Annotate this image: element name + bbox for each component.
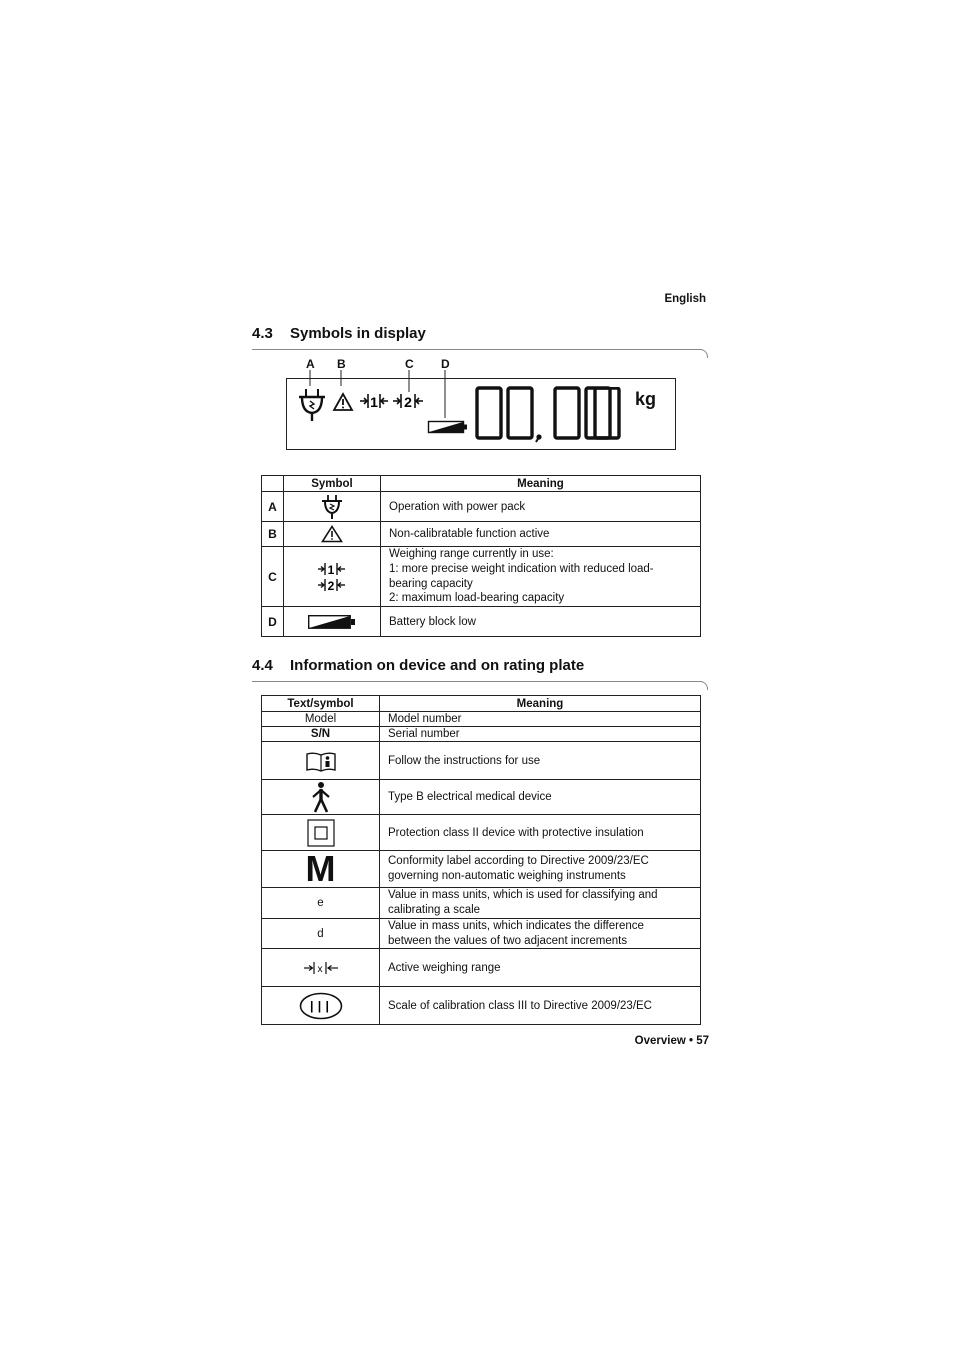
- warning-triangle-icon: [321, 525, 343, 543]
- display-symbols-table: [261, 475, 701, 637]
- range-label-2: 2: [327, 578, 335, 593]
- conformity-m-icon: M: [262, 851, 380, 888]
- display-marker-d: D: [441, 357, 450, 371]
- table-row: [262, 888, 701, 919]
- display-unit: kg: [635, 389, 657, 409]
- calibration-class-label: III: [308, 997, 333, 1017]
- meaning-cell: Type B electrical medical device: [380, 780, 701, 815]
- table-row: [262, 712, 701, 727]
- table-row: [262, 742, 701, 780]
- table-row: [262, 949, 701, 987]
- table-row: [262, 851, 701, 888]
- warning-triangle-icon: [332, 392, 354, 412]
- instructions-book-icon: [305, 750, 337, 772]
- weighing-range-icon: [317, 561, 347, 593]
- page-footer: Overview • 57: [634, 1035, 709, 1047]
- display-marker-a: A: [306, 357, 315, 371]
- header-text-symbol: Text/symbol: [262, 696, 380, 712]
- battery-low-icon: [427, 420, 469, 434]
- meaning-cell: Protection class II device with protective insulation: [380, 815, 701, 851]
- protection-class-ii-icon: [307, 819, 335, 847]
- table-row: [262, 727, 701, 742]
- meaning-cell: Serial number: [380, 727, 701, 742]
- symbol-cell: [284, 547, 381, 607]
- meaning-cell: Value in mass units, which indicates the difference between the values of two adjacent increments: [380, 919, 701, 949]
- weighing-range-1-icon: [359, 392, 389, 410]
- symbol-cell: [284, 522, 381, 547]
- header-meaning: Meaning: [380, 696, 701, 712]
- symbol-text-cell: S/N: [262, 727, 380, 742]
- symbol-text-cell: e: [262, 888, 380, 919]
- active-range-icon: [303, 961, 339, 975]
- table-row: [262, 522, 701, 547]
- seven-segment-digit-5: [593, 387, 623, 447]
- meaning-cell: Non-calibratable function active: [381, 522, 701, 547]
- section-rule: [252, 349, 702, 350]
- meaning-cell: Weighing range currently in use: 1: more precise weight indication with reduced load- bearing capacity 2: maximum load-bearing capacity: [381, 547, 701, 607]
- power-pack-plug-icon: [320, 494, 344, 520]
- meaning-cell: Operation with power pack: [381, 492, 701, 522]
- svg-text:1: 1: [370, 394, 378, 410]
- table-row: [262, 492, 701, 522]
- row-key: C: [262, 547, 284, 607]
- meaning-cell: Model number: [380, 712, 701, 727]
- range-label-x: x: [317, 963, 322, 975]
- scale-display: [286, 378, 676, 450]
- section-rule-hook: [699, 681, 708, 690]
- section-heading-4-3: [252, 325, 426, 342]
- symbol-cell: [262, 815, 380, 851]
- meaning-cell: Active weighing range: [380, 949, 701, 987]
- header-empty: [262, 476, 284, 492]
- symbol-text-cell: Model: [262, 712, 380, 727]
- table-header-row: [262, 696, 701, 712]
- section-title: Symbols in display: [290, 325, 426, 342]
- meaning-cell: Scale of calibration class III to Directive 2009/23/EC: [380, 987, 701, 1025]
- svg-text:2: 2: [404, 394, 412, 410]
- meaning-cell: Follow the instructions for use: [380, 742, 701, 780]
- table-row: [262, 547, 701, 607]
- table-row: [262, 987, 701, 1025]
- symbol-cell: [262, 780, 380, 815]
- table-row: [262, 919, 701, 949]
- rating-plate-table: [261, 695, 701, 1025]
- table-row: [262, 780, 701, 815]
- symbol-cell: [262, 949, 380, 987]
- section-heading-4-4: [252, 657, 584, 674]
- display-marker-c: C: [405, 357, 414, 371]
- battery-low-icon: [308, 614, 356, 630]
- meaning-cell: Battery block low: [381, 607, 701, 637]
- symbol-cell: [284, 492, 381, 522]
- meaning-cell: Value in mass units, which is used for classifying and calibrating a scale: [380, 888, 701, 919]
- power-pack-plug-icon: [295, 387, 329, 423]
- language-label: English: [664, 293, 706, 305]
- display-marker-b: B: [337, 357, 346, 371]
- calibration-class-iii-icon: [299, 992, 343, 1020]
- row-key: B: [262, 522, 284, 547]
- section-rule: [252, 681, 702, 682]
- range-label-1: 1: [327, 562, 335, 577]
- table-row: [262, 607, 701, 637]
- symbol-cell: [284, 607, 381, 637]
- symbol-cell: [262, 742, 380, 780]
- header-meaning: Meaning: [381, 476, 701, 492]
- section-number: 4.4: [252, 657, 273, 674]
- section-title: Information on device and on rating plate: [290, 657, 585, 674]
- symbol-cell: [262, 987, 380, 1025]
- row-key: D: [262, 607, 284, 637]
- type-b-person-icon: [310, 781, 332, 813]
- symbol-text-cell: d: [262, 919, 380, 949]
- table-row: [262, 815, 701, 851]
- meaning-cell: Conformity label according to Directive 2009/23/EC governing non-automatic weighing instruments: [380, 851, 701, 888]
- header-symbol: Symbol: [284, 476, 381, 492]
- row-key: A: [262, 492, 284, 522]
- table-header-row: [262, 476, 701, 492]
- section-rule-hook: [699, 349, 708, 358]
- section-number: 4.3: [252, 325, 273, 342]
- weighing-range-2-icon: [392, 392, 424, 410]
